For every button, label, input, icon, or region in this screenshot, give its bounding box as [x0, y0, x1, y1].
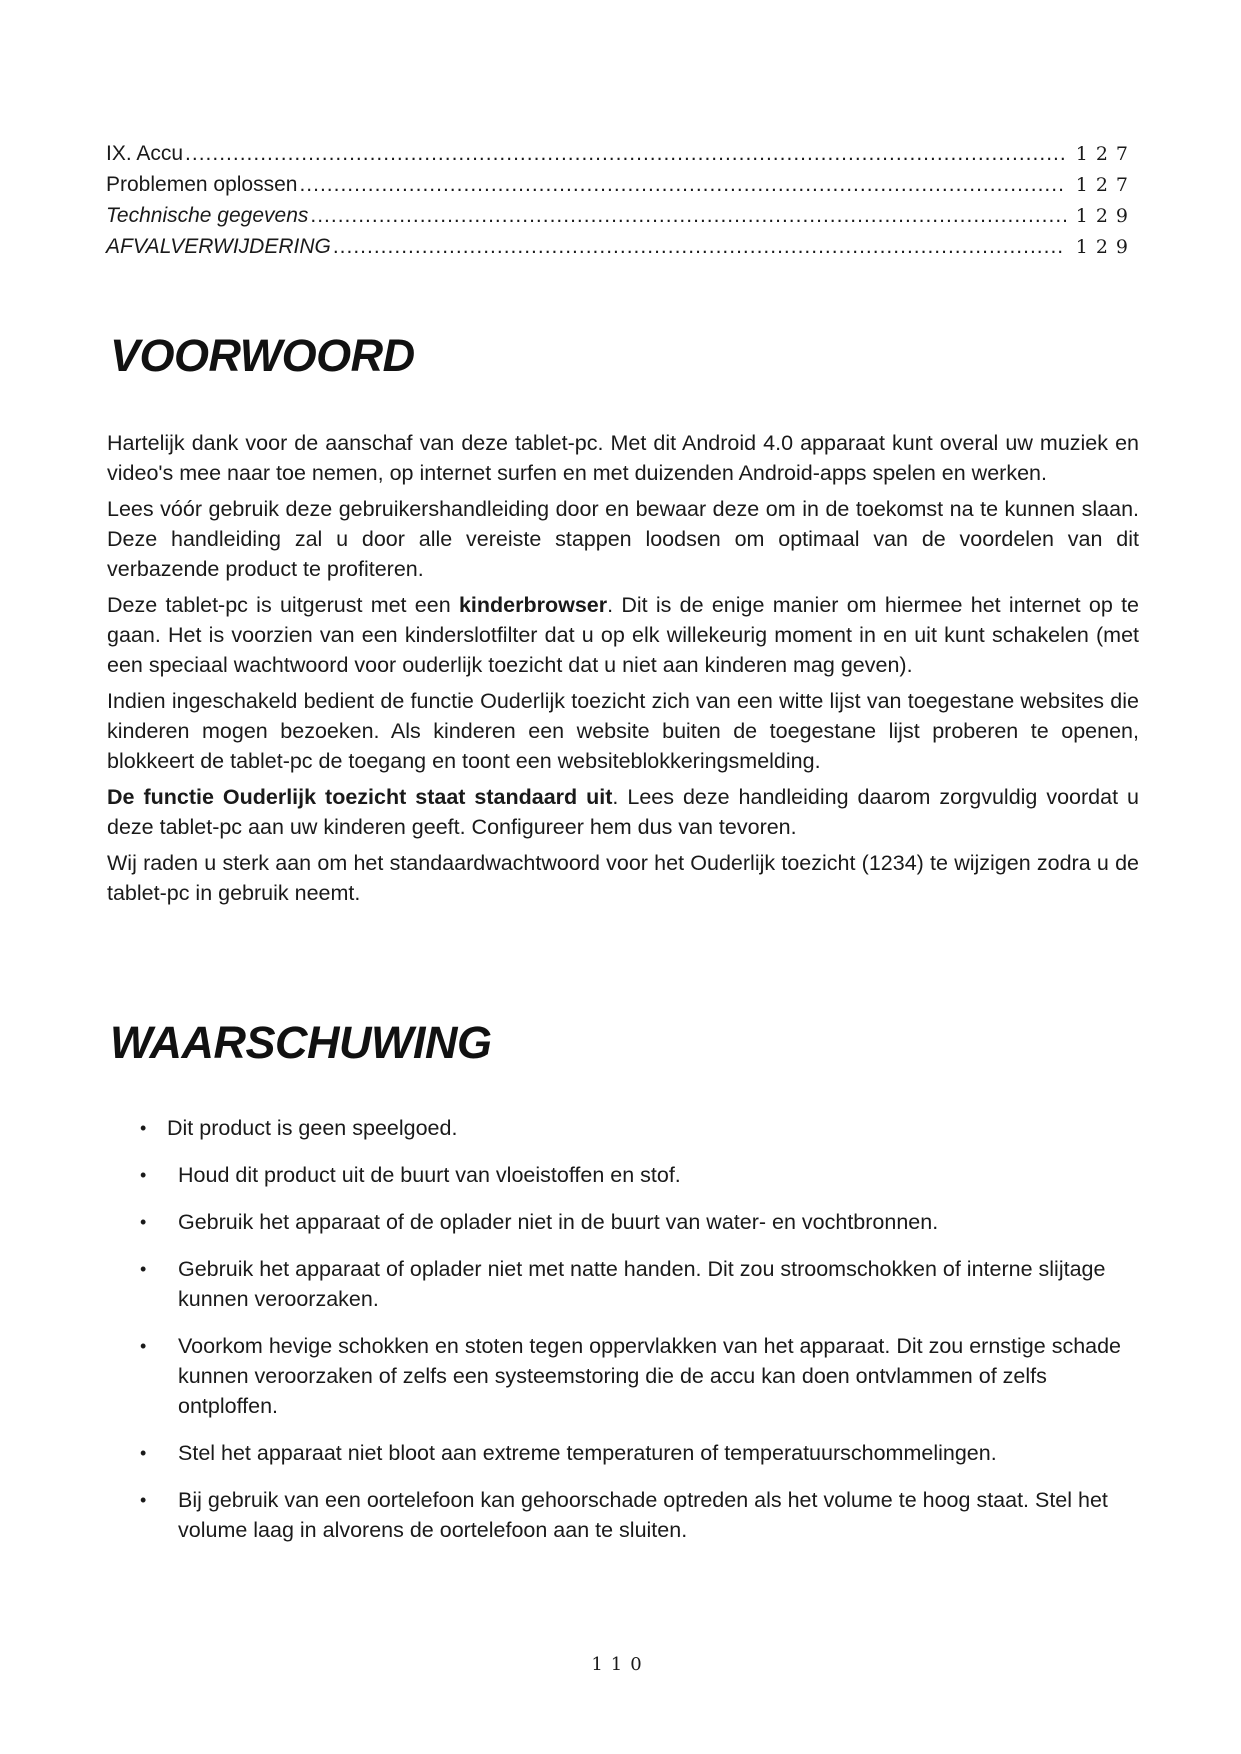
warning-list — [140, 1113, 1140, 1562]
toc-entry-accu[interactable] — [106, 138, 1136, 169]
toc-entry-title: AFVALVERWIJDERING — [106, 235, 331, 258]
paragraph-text: . Dit is de enige manier om hiermee het internet op te gaan. Het is voorzien van een kinderslotfilter dat u op elk willekeurig moment in en uit kunt schakelen (met een speciaal wachtwoord voor ouderlijk toezicht dat u niet aan kinderen mag geven). — [107, 593, 1139, 677]
bullet-icon: • — [140, 1490, 147, 1510]
list-item — [140, 1207, 1140, 1237]
page-number: 110 — [591, 1654, 650, 1675]
list-item — [140, 1160, 1140, 1190]
toc-leader-dots — [299, 169, 1066, 200]
toc-entry-page: 129 — [1075, 236, 1136, 258]
toc-entry-title: IX. Accu — [106, 142, 184, 165]
list-item — [140, 1254, 1140, 1314]
foreword-paragraph: Indien ingeschakeld bedient de functie Ouderlijk toezicht zich van een witte lijst van toegestane websites die kinderen mogen bezoeken. Als kinderen een website buiten de toegestane lijst proberen te openen, blokkeert de tablet-pc de toegang en toont een websiteblokkeringsmelding. — [107, 689, 1139, 773]
toc-entry-problemen-oplossen[interactable] — [106, 169, 1136, 200]
toc-leader-dots — [333, 231, 1066, 262]
foreword-body — [107, 428, 1139, 914]
foreword-paragraph: Wij raden u sterk aan om het standaardwachtwoord voor het Ouderlijk toezicht (1234) te wijzigen zodra u de tablet-pc in gebruik neemt. — [107, 851, 1139, 905]
toc-entry-afvalverwijdering[interactable] — [106, 231, 1136, 262]
list-item-text: Dit product is geen speelgoed. — [167, 1116, 458, 1140]
list-item-text: Bij gebruik van een oortelefoon kan gehoorschade optreden als het volume te hoog staat. Stel het volume laag in alvorens de oortelefoon aan te sluiten. — [178, 1488, 1108, 1542]
list-item-text: Stel het apparaat niet bloot aan extreme temperaturen of temperatuurschommelingen. — [178, 1441, 997, 1465]
toc-entry-title: Problemen oplossen — [106, 173, 298, 196]
toc-leader-dots — [185, 138, 1066, 169]
toc-entry-page: 129 — [1075, 205, 1136, 227]
list-item — [140, 1438, 1140, 1468]
table-of-contents — [106, 138, 1136, 262]
toc-entry-page: 127 — [1075, 174, 1136, 196]
bullet-icon: • — [140, 1443, 147, 1463]
foreword-heading: VOORWOORD — [110, 330, 415, 381]
list-item — [140, 1113, 1140, 1143]
toc-entry-page: 127 — [1075, 143, 1136, 165]
list-item-text: Gebruik het apparaat of oplader niet met natte handen. Dit zou stroomschokken of interne slijtage kunnen veroorzaken. — [178, 1257, 1106, 1311]
foreword-paragraph: Hartelijk dank voor de aanschaf van deze tablet-pc. Met dit Android 4.0 apparaat kunt overal uw muziek en video's mee naar toe nemen, op internet surfen en met duizenden Android-apps spelen en werken. — [107, 431, 1139, 485]
bullet-icon: • — [140, 1212, 147, 1232]
bullet-icon: • — [140, 1259, 147, 1279]
parental-control-default-emphasis: De functie Ouderlijk toezicht staat standaard uit — [107, 785, 613, 809]
list-item-text: Houd dit product uit de buurt van vloeistoffen en stof. — [178, 1163, 681, 1187]
bullet-icon: • — [140, 1165, 147, 1185]
list-item — [140, 1485, 1140, 1545]
paragraph-text: . Lees deze handleiding daarom zorgvuldig voordat u deze tablet-pc aan uw kinderen geeft. Configureer hem dus van tevoren. — [107, 785, 1139, 839]
list-item-text: Voorkom hevige schokken en stoten tegen oppervlakken van het apparaat. Dit zou ernstige schade kunnen veroorzaken of zelfs een systeemstoring die de accu kan doen ontvlammen of zelfs ontploffen. — [178, 1334, 1122, 1418]
foreword-paragraph: Lees vóór gebruik deze gebruikershandleiding door en bewaar deze om in de toekomst na te kunnen slaan. Deze handleiding zal u door alle vereiste stappen loodsen om optimaal van de voordelen van dit verbazende product te profiteren. — [107, 497, 1139, 581]
warning-heading: WAARSCHUWING — [110, 1017, 492, 1068]
bullet-icon: • — [140, 1118, 147, 1138]
kinderbrowser-emphasis: kinderbrowser — [458, 593, 608, 617]
bullet-icon: • — [140, 1336, 147, 1356]
list-item-text: Gebruik het apparaat of de oplader niet in de buurt van water- en vochtbronnen. — [178, 1210, 939, 1234]
foreword-paragraph — [107, 590, 1139, 680]
foreword-paragraph — [107, 782, 1139, 842]
toc-leader-dots — [310, 200, 1066, 231]
list-item — [140, 1331, 1140, 1421]
toc-entry-title: Technische gegevens — [106, 204, 309, 227]
toc-entry-technische-gegevens[interactable] — [106, 200, 1136, 231]
paragraph-text: Deze tablet-pc is uitgerust met een — [107, 593, 459, 617]
